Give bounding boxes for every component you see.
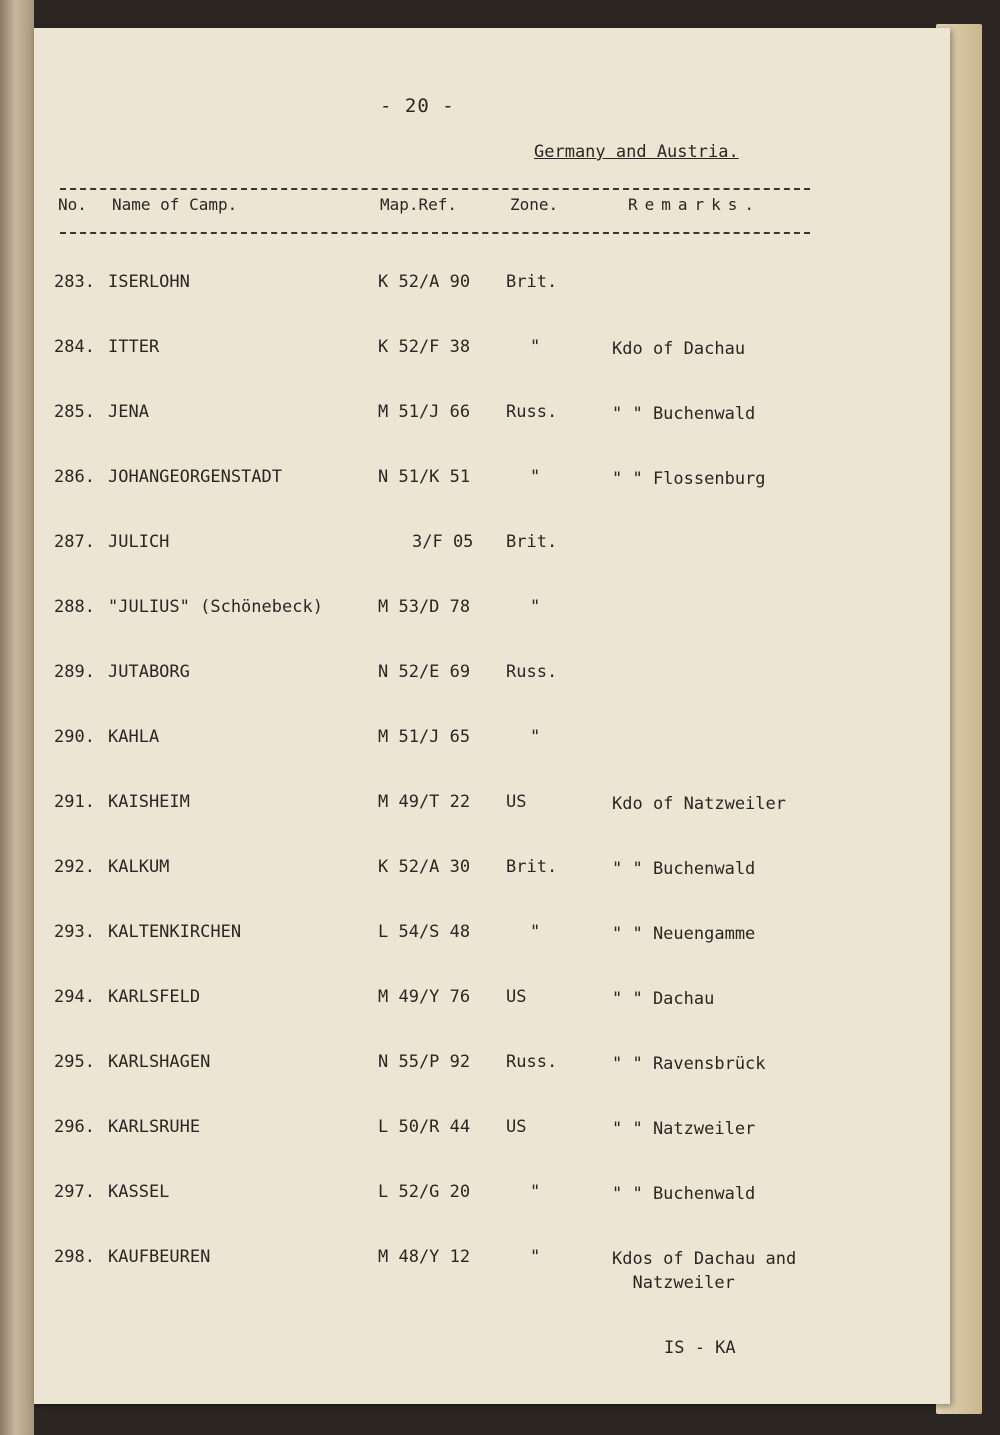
row-number: 293. — [54, 922, 95, 942]
header-rule-bottom — [60, 232, 810, 234]
camp-name: JENA — [108, 402, 149, 422]
header-map-ref: Map.Ref. — [380, 195, 458, 214]
zone: US — [506, 792, 527, 812]
table-row — [0, 1117, 1000, 1157]
map-reference: M 53/D 78 — [378, 597, 471, 617]
zone: Brit. — [506, 272, 558, 292]
header-no: No. — [58, 195, 87, 214]
table-row — [0, 662, 1000, 702]
zone: Russ. — [506, 1052, 558, 1072]
map-reference: K 52/A 90 — [378, 272, 471, 292]
map-reference: M 49/T 22 — [378, 792, 471, 812]
zone: US — [506, 987, 527, 1007]
camp-name: KALTENKIRCHEN — [108, 922, 242, 942]
table-row — [0, 532, 1000, 572]
remarks: " " Natzweiler — [612, 1119, 756, 1139]
remarks: Kdo of Natzweiler — [612, 794, 786, 814]
camp-name: KAISHEIM — [108, 792, 190, 812]
table-row — [0, 727, 1000, 767]
row-number: 290. — [54, 727, 95, 747]
zone: " — [530, 1247, 541, 1267]
remarks: Kdos of Dachau and Natzweiler — [612, 1249, 797, 1293]
section-title: Germany and Austria. — [534, 142, 739, 162]
map-reference: N 55/P 92 — [378, 1052, 471, 1072]
zone: Russ. — [506, 662, 558, 682]
table-row — [0, 1052, 1000, 1092]
table-row — [0, 792, 1000, 832]
zone: " — [530, 597, 541, 617]
table-row — [0, 467, 1000, 507]
row-number: 285. — [54, 402, 95, 422]
row-number: 294. — [54, 987, 95, 1007]
row-number: 295. — [54, 1052, 95, 1072]
remarks: " " Dachau — [612, 989, 715, 1009]
remarks: " " Buchenwald — [612, 1184, 756, 1204]
camp-name: KAUFBEUREN — [108, 1247, 211, 1267]
map-reference: M 51/J 66 — [378, 402, 471, 422]
table-row — [0, 922, 1000, 962]
row-number: 289. — [54, 662, 95, 682]
zone: " — [530, 922, 541, 942]
zone: " — [530, 467, 541, 487]
row-number: 297. — [54, 1182, 95, 1202]
remarks: Kdo of Dachau — [612, 339, 746, 359]
footer-reference: IS - KA — [664, 1338, 736, 1358]
remarks: " " Neuengamme — [612, 924, 756, 944]
camp-name: KALKUM — [108, 857, 170, 877]
row-number: 298. — [54, 1247, 95, 1267]
remarks: " " Buchenwald — [612, 404, 756, 424]
row-number: 283. — [54, 272, 95, 292]
map-reference: M 48/Y 12 — [378, 1247, 471, 1267]
row-number: 286. — [54, 467, 95, 487]
table-row — [0, 857, 1000, 897]
header-remarks: Remarks. — [628, 195, 762, 214]
map-reference: L 54/S 48 — [378, 922, 471, 942]
map-reference: N 51/K 51 — [378, 467, 471, 487]
zone: " — [530, 337, 541, 357]
map-reference: M 49/Y 76 — [378, 987, 471, 1007]
row-number: 288. — [54, 597, 95, 617]
remarks: " " Ravensbrück — [612, 1054, 766, 1074]
camp-name: "JULIUS" (Schönebeck) — [108, 597, 323, 617]
camp-name: ITTER — [108, 337, 160, 357]
page-number: - 20 - — [380, 95, 455, 117]
table-row — [0, 272, 1000, 312]
map-reference: L 50/R 44 — [378, 1117, 471, 1137]
remarks: " " Flossenburg — [612, 469, 766, 489]
table-row — [0, 987, 1000, 1027]
row-number: 292. — [54, 857, 95, 877]
zone: US — [506, 1117, 527, 1137]
zone: " — [530, 727, 541, 747]
map-reference: L 52/G 20 — [378, 1182, 471, 1202]
camp-name: JOHANGEORGENSTADT — [108, 467, 282, 487]
camp-name: ISERLOHN — [108, 272, 190, 292]
zone: " — [530, 1182, 541, 1202]
camp-name: KARLSHAGEN — [108, 1052, 211, 1072]
zone: Brit. — [506, 857, 558, 877]
camp-name: KARLSFELD — [108, 987, 201, 1007]
camp-name: KASSEL — [108, 1182, 170, 1202]
table-row — [0, 1182, 1000, 1222]
remarks: " " Buchenwald — [612, 859, 756, 879]
table-row — [0, 337, 1000, 377]
header-rule-top — [60, 188, 810, 190]
camp-name: KARLSRUHE — [108, 1117, 201, 1137]
row-number: 284. — [54, 337, 95, 357]
camp-name: JULICH — [108, 532, 170, 552]
map-reference: 3/F 05 — [412, 532, 474, 552]
header-zone: Zone. — [510, 195, 559, 214]
camp-name: JUTABORG — [108, 662, 190, 682]
row-number: 291. — [54, 792, 95, 812]
row-number: 296. — [54, 1117, 95, 1137]
map-reference: N 52/E 69 — [378, 662, 471, 682]
map-reference: K 52/A 30 — [378, 857, 471, 877]
zone: Russ. — [506, 402, 558, 422]
map-reference: M 51/J 65 — [378, 727, 471, 747]
zone: Brit. — [506, 532, 558, 552]
table-row — [0, 402, 1000, 442]
camp-name: KAHLA — [108, 727, 160, 747]
map-reference: K 52/F 38 — [378, 337, 471, 357]
header-name: Name of Camp. — [112, 195, 238, 214]
row-number: 287. — [54, 532, 95, 552]
table-row — [0, 597, 1000, 637]
table-row — [0, 1247, 1000, 1293]
